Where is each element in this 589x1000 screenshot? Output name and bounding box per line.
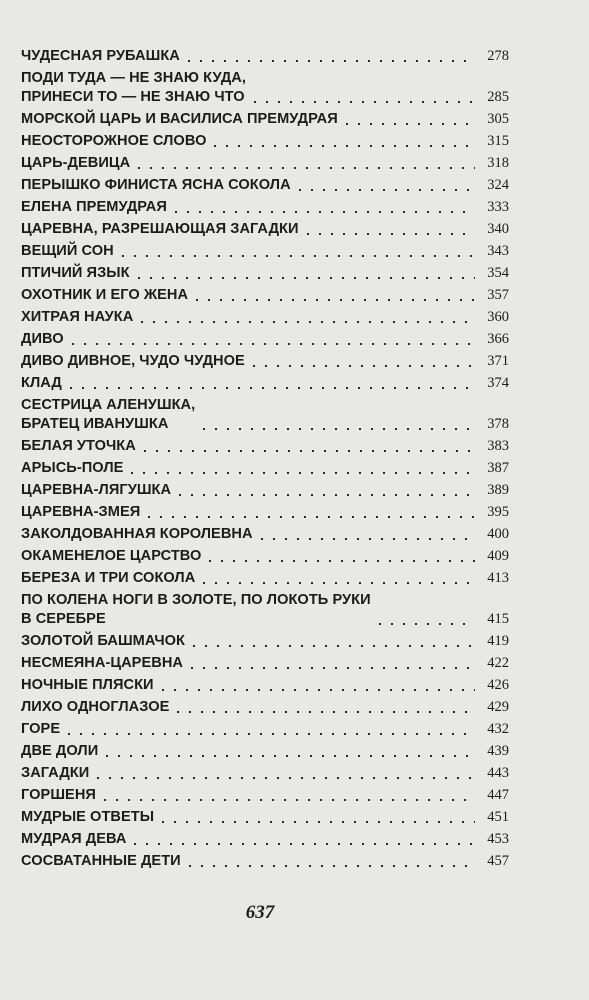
toc-entry-page: 305 [487,111,509,127]
toc-entry-title-line2: В СЕРЕБРЕ [21,611,106,627]
toc-entry-title: ПО КОЛЕНА НОГИ В ЗОЛОТЕ, ПО ЛОКОТЬ РУКИ [21,592,371,608]
toc-entry [21,547,509,566]
dot-leader [157,689,475,691]
toc-entry-title: ЦАРЬ-ДЕВИЦА [21,155,131,171]
toc-entry [21,264,509,283]
dot-leader [126,472,475,474]
dot-leader [341,123,475,125]
dot-leader [209,145,475,147]
toc-entry [21,352,509,371]
toc-entry [21,742,509,761]
toc-entry-page: 278 [487,48,509,64]
dot-leader [249,101,475,103]
toc-entry-title: ХИТРАЯ НАУКА [21,309,134,325]
dot-leader [101,755,475,757]
dot-leader [63,733,475,735]
toc-entry-page: 409 [487,548,509,564]
dot-leader [191,299,475,301]
toc-entry-title: НЕОСТОРОЖНОЕ СЛОВО [21,133,207,149]
dot-leader [198,582,475,584]
toc-entry [21,69,509,107]
dot-leader [170,211,475,213]
toc-entry-title: ЕЛЕНА ПРЕМУДРАЯ [21,199,167,215]
toc-entry [21,503,509,522]
toc-entry-title: ЛИХО ОДНОГЛАЗОЕ [21,699,170,715]
toc-entry [21,764,509,783]
toc-entry-page: 357 [487,287,509,303]
toc-entry-page: 439 [487,743,509,759]
toc-entry-title: ПОДИ ТУДА — НЕ ЗНАЮ КУДА, [21,70,246,86]
toc-entry-page: 360 [487,309,509,325]
toc-entry [21,220,509,239]
toc-entry-title: ДИВО ДИВНОЕ, ЧУДО ЧУДНОЕ [21,353,245,369]
dot-leader [139,450,475,452]
dot-leader [198,428,475,430]
dot-leader [92,777,475,779]
toc-entry-title: МУДРЫЕ ОТВЕТЫ [21,809,155,825]
toc-entry-page: 389 [487,482,509,498]
toc-entry-title: ЗАГАДКИ [21,765,90,781]
toc-entry-title: ОКАМЕНЕЛОЕ ЦАРСТВО [21,548,202,564]
page-number: 637 [245,902,275,923]
toc-entry [21,698,509,717]
toc-entry-title: ВЕЩИЙ СОН [21,243,114,259]
toc-entry-page: 453 [487,831,509,847]
toc-entry-title: СОСВАТАННЫЕ ДЕТИ [21,853,181,869]
dot-leader [248,365,475,367]
dot-leader [143,516,475,518]
toc-entry-title: ЧУДЕСНАЯ РУБАШКА [21,48,180,64]
toc-entry [21,437,509,456]
toc-entry-title: МУДРАЯ ДЕВА [21,831,127,847]
toc-entry-title: ОХОТНИК И ЕГО ЖЕНА [21,287,189,303]
toc-entry [21,330,509,349]
toc-entry-title: МОРСКОЙ ЦАРЬ И ВАСИЛИСА ПРЕМУДРАЯ [21,111,338,127]
dot-leader [256,538,475,540]
toc-entry [21,308,509,327]
dot-leader [183,60,475,62]
toc-entry-page: 415 [487,611,509,627]
toc-entry-page: 343 [487,243,509,259]
toc-entry [21,242,509,261]
toc-entry-page: 371 [487,353,509,369]
toc-entry [21,198,509,217]
toc-entry [21,654,509,673]
toc-entry-title: БЕРЕЗА И ТРИ СОКОЛА [21,570,196,586]
dot-leader [184,865,475,867]
dot-leader [172,711,475,713]
toc-entry [21,676,509,695]
toc-entry [21,47,509,66]
toc-entry-page: 374 [487,375,509,391]
toc-entry-title: КЛАД [21,375,62,391]
toc-entry-title: ЦАРЕВНА, РАЗРЕШАЮЩАЯ ЗАГАДКИ [21,221,299,237]
toc-entry-title: ДВЕ ДОЛИ [21,743,99,759]
toc-entry-page: 447 [487,787,509,803]
toc-entry-title: БЕЛАЯ УТОЧКА [21,438,136,454]
toc-entry-page: 324 [487,177,509,193]
toc-entry-page: 413 [487,570,509,586]
toc-entry-title: ПЕРЫШКО ФИНИСТА ЯСНА СОКОЛА [21,177,291,193]
toc-entry-title-line2: ПРИНЕСИ ТО — НЕ ЗНАЮ ЧТО [21,89,245,105]
toc-entry-page: 354 [487,265,509,281]
toc-entry [21,374,509,393]
dot-leader [302,233,475,235]
toc-entry [21,154,509,173]
toc-entry-page: 315 [487,133,509,149]
toc-entry [21,569,509,588]
toc-entry-page: 419 [487,633,509,649]
toc-entry-title: ГОРШЕНЯ [21,787,96,803]
toc-entry-title: ЦАРЕВНА-ЗМЕЯ [21,504,141,520]
toc-entry [21,720,509,739]
toc-entry [21,525,509,544]
dot-leader [65,387,475,389]
toc-entry-title: ГОРЕ [21,721,61,737]
toc-entry-title: СЕСТРИЦА АЛЕНУШКА, [21,397,196,413]
toc-entry [21,786,509,805]
toc-entry-page: 383 [487,438,509,454]
table-of-contents [21,47,509,874]
dot-leader [129,843,475,845]
toc-entry-title: ДИВО [21,331,64,347]
toc-entry-page: 395 [487,504,509,520]
toc-entry-page: 318 [487,155,509,171]
toc-entry [21,286,509,305]
toc-entry-page: 400 [487,526,509,542]
dot-leader [133,277,475,279]
dot-leader [99,799,475,801]
dot-leader [188,645,475,647]
toc-entry-title: ПТИЧИЙ ЯЗЫК [21,265,130,281]
toc-entry-page: 429 [487,699,509,715]
dot-leader [117,255,475,257]
toc-entry-page: 457 [487,853,509,869]
toc-entry [21,852,509,871]
toc-entry-title: ЦАРЕВНА-ЛЯГУШКА [21,482,172,498]
toc-entry [21,132,509,151]
toc-entry [21,176,509,195]
toc-entry-page: 443 [487,765,509,781]
toc-entry-page: 451 [487,809,509,825]
dot-leader [204,560,475,562]
toc-entry [21,830,509,849]
toc-entry [21,591,509,629]
dot-leader [133,167,475,169]
toc-entry [21,481,509,500]
toc-entry-title: НЕСМЕЯНА-ЦАРЕВНА [21,655,184,671]
dot-leader [174,494,475,496]
toc-entry-page: 366 [487,331,509,347]
toc-entry-page: 387 [487,460,509,476]
toc-entry [21,110,509,129]
toc-entry-page: 378 [487,416,509,432]
toc-entry-title: ЗАКОЛДОВАННАЯ КОРОЛЕВНА [21,526,253,542]
toc-entry-title: АРЫСЬ-ПОЛЕ [21,460,124,476]
dot-leader [136,321,475,323]
dot-leader [374,623,475,625]
toc-entry-page: 333 [487,199,509,215]
dot-leader [157,821,475,823]
toc-entry-page: 426 [487,677,509,693]
toc-entry-title: НОЧНЫЕ ПЛЯСКИ [21,677,154,693]
toc-entry-title-line2: БРАТЕЦ ИВАНУШКА [21,416,169,432]
toc-entry-page: 285 [487,89,509,105]
dot-leader [186,667,475,669]
toc-entry [21,808,509,827]
dot-leader [67,343,475,345]
toc-entry [21,396,509,434]
toc-entry-title: ЗОЛОТОЙ БАШМАЧОК [21,633,186,649]
toc-entry-page: 340 [487,221,509,237]
toc-entry [21,632,509,651]
toc-entry-page: 422 [487,655,509,671]
dot-leader [294,189,475,191]
toc-entry [21,459,509,478]
toc-entry-page: 432 [487,721,509,737]
